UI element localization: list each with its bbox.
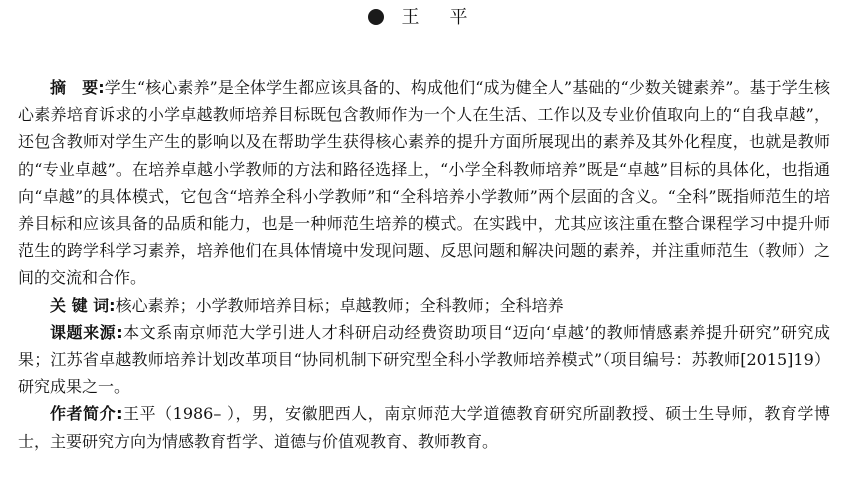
funding-label: 课题来源 bbox=[50, 322, 117, 342]
front-matter bbox=[18, 74, 830, 455]
bio-text: 王平（1986– ），男，安徽肥西人，南京师范大学道德教育研究所副教授、硕士生导师，教育学博士，主要研究方向为情感教育哲学、道德与价值观教育、教师教育。 bbox=[18, 404, 830, 451]
keywords-text: 核心素养；小学教师培养目标；卓越教师；全科教师；全科培养 bbox=[115, 295, 564, 315]
abstract-paragraph bbox=[18, 74, 830, 292]
keywords-colon: : bbox=[109, 295, 116, 315]
bullet-dot-icon bbox=[368, 9, 384, 25]
abstract-label: 摘 要 bbox=[50, 78, 99, 97]
keywords-label: 关 键 词 bbox=[50, 295, 110, 315]
keywords-paragraph bbox=[18, 292, 830, 319]
funding-paragraph bbox=[18, 319, 830, 401]
bio-label: 作者简介 bbox=[50, 404, 117, 424]
funding-colon: : bbox=[116, 322, 123, 342]
abstract-text: 学生“核心素养”是全体学生都应该具备的、构成他们“成为健全人”基础的“少数关键素养”。基于学生核心素养培育诉求的小学卓越教师培养目标既包含教师作为一个人在生活、工作以及专业价值取向上的“自我卓越”，还包含教师对学生产生的影响以及在帮助学生获得核心素养的提升方面所展现出的素养及其外化程度，也就是教师的“专业卓越”。在培养卓越小学教师的方法和路径选择上，“小学全科教师培养”既是“卓越”目标的具体化，也指通向“卓越”的具体模式，它包含“培养全科小学教师”和“全科培养小学教师”两个层面的含义。“全科”既指师范生的培养目标和应该具备的品质和能力，也是一种师范生培养的模式。在实践中，尤其应该注重在整合课程学习中提升师范生的跨学科学习素养，培养他们在具体情境中发现问题、反思问题和解决问题的素养，并注重师范生（教师）之间的交流和合作。 bbox=[18, 78, 830, 288]
author-byline bbox=[0, 4, 841, 32]
bio-paragraph bbox=[18, 400, 830, 454]
abstract-colon: : bbox=[98, 78, 105, 97]
bio-colon: : bbox=[116, 404, 123, 424]
author-name: 王 平 bbox=[401, 7, 474, 28]
funding-text: 本文系南京师范大学引进人才科研启动经费资助项目“迈向‘卓越’的教师情感素养提升研究”研究成果；江苏省卓越教师培养计划改革项目“协同机制下研究型全科小学教师培养模式”（项目编号：苏教师[2015]19）研究成果之一。 bbox=[18, 322, 830, 397]
